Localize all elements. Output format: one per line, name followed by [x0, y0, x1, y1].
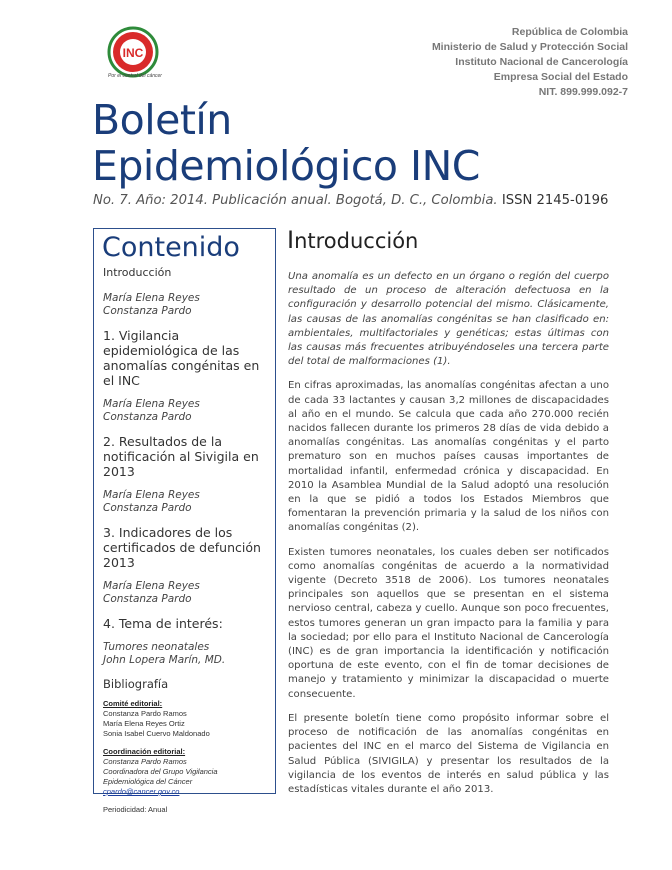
publication-details: No. 7. Año: 2014. Publicación anual. Bogotá, D. C., Colombia.: [93, 193, 498, 208]
author: Constanza Pardo: [103, 593, 192, 605]
contents-sidebar: [93, 228, 276, 814]
header-line: Instituto Nacional de Cancerología: [455, 56, 628, 68]
toc-intro: Introducción: [103, 266, 172, 279]
author: John Lopera Marín, MD.: [103, 654, 226, 666]
header-line: Ministerio de Salud y Protección Social: [431, 41, 628, 53]
paragraph: Existen tumores neonatales, los cuales deben ser notificados como anomalías congénitas de acuerdo a la normatividad vigente (Decreto 3518 de 2006). Los tumores neonatales principales son aquellos que se presentan en el sistema nervioso central, cabeza y cuello. Aunque son poco frecuentes, estos tumores generan un gran impacto para la familia y para la sociedad; por ello para el Instituto Nacional de Cancerología (INC) es de gran importancia la identificación y notificación oportuna de este evento, con el fin de tomar decisiones de manejo y tratamiento y minimizar la discapacidad o muerte consecuente.: [288, 546, 609, 700]
toc-section-2: 2. Resultados de la notificación al Sivigila en 2013: [103, 434, 259, 479]
introduction-body: [288, 270, 609, 807]
author: Constanza Pardo: [103, 502, 192, 514]
paragraph: Una anomalía es un defecto en un órgano o región del cuerpo resultado de un proceso de alteración defectuosa en la configuración y desarrollo potencial del mismo. Clásicamente, las causas de las anomalías congénitas se han clasificado en: ambientales, multifactoriales y genéticas; estas últimas con las causas más frecuentes atribuyéndoseles una tercera parte del total de malformaciones (1).: [288, 271, 609, 368]
title-line-2: Epidemiológico INC: [92, 142, 480, 190]
toc-bibliography: Bibliografía: [103, 677, 169, 691]
paragraph: El presente boletín tiene como propósito informar sobre el proceso de notificación de las anomalías congénitas en pacientes del INC en el marco del Sistema de Vigilancia en Salud Pública (SIVIGILA) y presentar los resultados de la vigilancia de los eventos de interés en salud pública y las estadísticas vitales durante el año 2013.: [288, 712, 609, 795]
institution-header: [432, 25, 628, 100]
svg-text:INC: INC: [122, 46, 144, 60]
author: María Elena Reyes: [103, 292, 200, 304]
toc-section-1: 1. Vigilancia epidemiológica de las anomalías congénitas en el INC: [103, 328, 260, 388]
header-line: Empresa Social del Estado: [493, 71, 628, 83]
editorial-committee-label: Comité editorial:: [103, 699, 163, 708]
author: Constanza Pardo: [103, 411, 192, 423]
paragraph: En cifras aproximadas, las anomalías congénitas afectan a uno de cada 33 lactantes y causan 3,2 millones de discapacidades al año en el mundo. Se calcula que cada año 270.000 recién nacidos fallecen durante los primeros 28 días de vida debido a anomalías congénitas. Las anomalías congénitas y el parto prematuro son en muchos países causas importantes de mortalidad infantil, enfermedad crónica y discapacidad. En 2010 la Asamblea Mundial de la Salud adoptó una resolución en la que se pidió a todos los Estados Miembros que fomentaran la prevención primaria y la salud de los niños con anomalías congénitas (2).: [288, 380, 609, 534]
issn: ISSN 2145-0196: [501, 193, 609, 208]
contents-title: Contenido: [102, 232, 240, 263]
coordinator-email-link[interactable]: cpardo@cancer.gov.co: [103, 787, 180, 796]
publication-info: [93, 193, 608, 208]
periodicity: Periodicidad: Anual: [103, 805, 168, 814]
committee-member: María Elena Reyes Ortiz: [103, 719, 185, 728]
author: María Elena Reyes: [103, 489, 200, 501]
committee-member: Constanza Pardo Ramos: [103, 709, 187, 718]
section-title-initial: I: [287, 226, 295, 254]
toc-section-4: 4. Tema de interés:: [103, 616, 223, 631]
header-line: NIT. 899.999.092-7: [538, 86, 628, 98]
committee-member: Sonia Isabel Cuervo Maldonado: [103, 729, 210, 738]
author: María Elena Reyes: [103, 580, 200, 592]
logo-caption: Por el control del cáncer: [108, 73, 162, 79]
author: María Elena Reyes: [103, 398, 200, 410]
header-line: República de Colombia: [511, 26, 628, 38]
author: Constanza Pardo: [103, 305, 192, 317]
coordinator-name: Constanza Pardo Ramos: [103, 757, 187, 766]
section-title: [287, 226, 418, 254]
coordinator-role: Coordinadora del Grupo Vigilancia: [103, 767, 218, 776]
title-line-1: Boletín: [92, 96, 232, 144]
toc-section-3: 3. Indicadores de los certificados de defunción 2013: [103, 525, 261, 570]
topic: Tumores neonatales: [103, 641, 210, 653]
bulletin-title: [92, 97, 480, 189]
editorial-coordination-label: Coordinación editorial:: [103, 747, 186, 756]
coordinator-role: Epidemiológica del Cáncer: [103, 777, 193, 786]
section-title-rest: ntroducción: [294, 229, 419, 253]
